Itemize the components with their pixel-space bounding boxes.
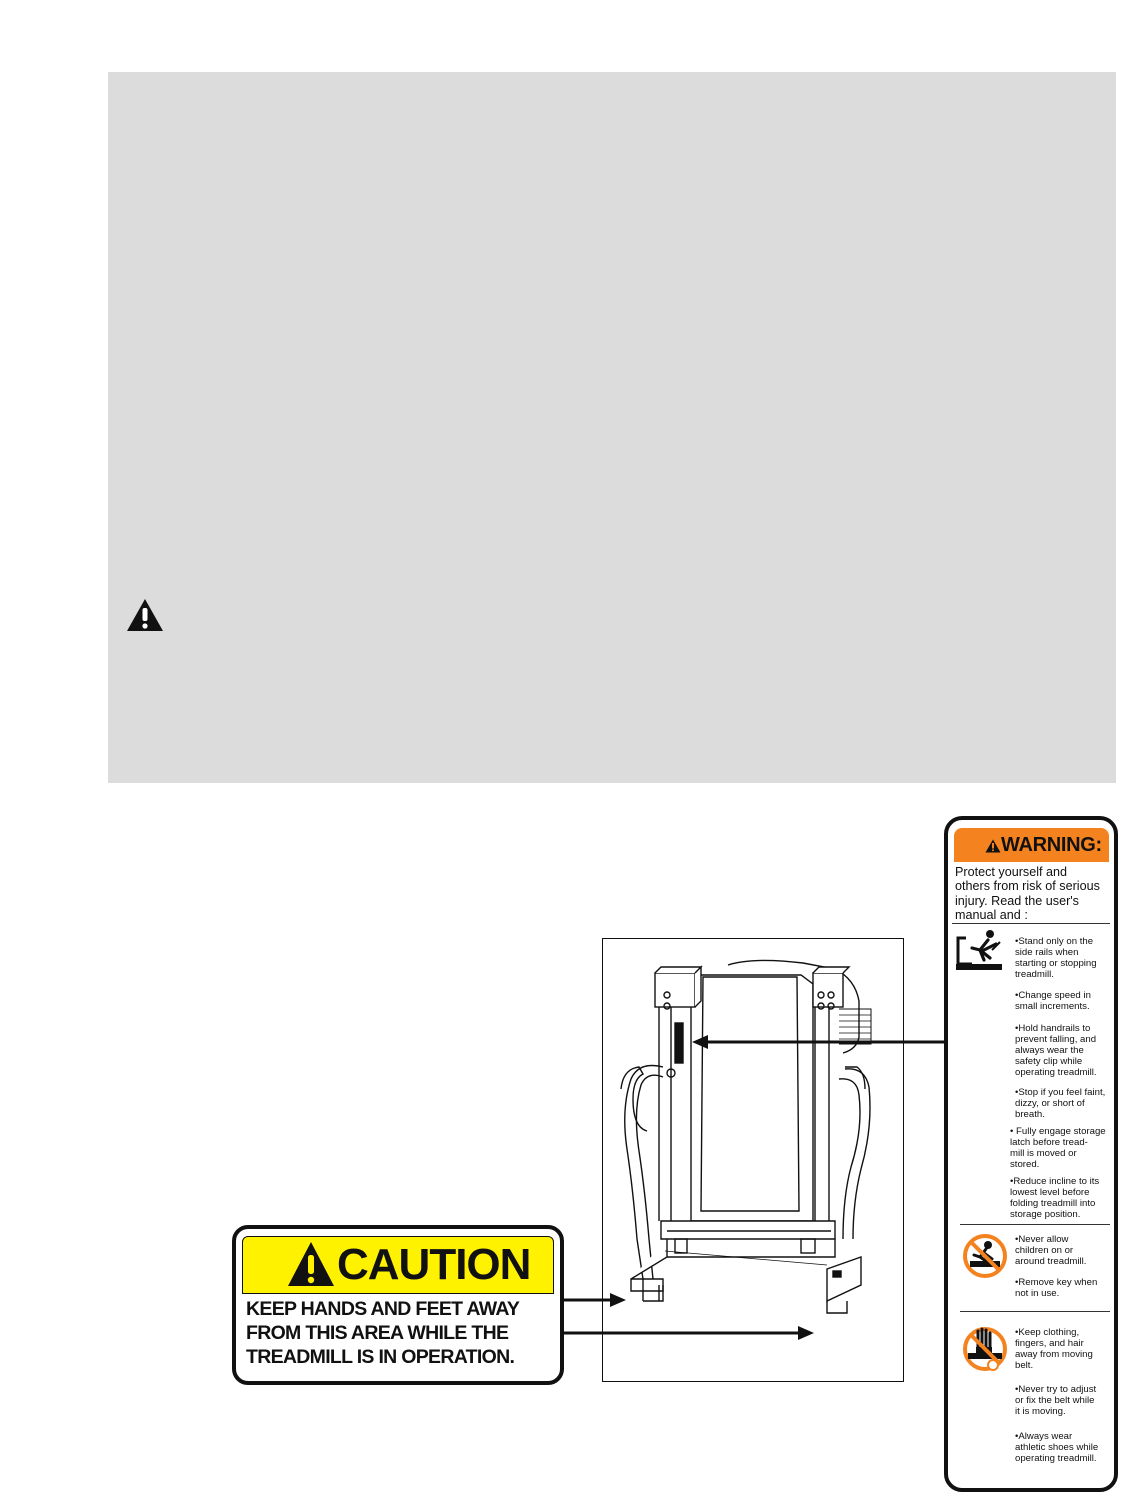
warning-title: WARNING: [1001,834,1102,856]
safety-instructions-panel [108,72,1116,783]
warning-item: •Change speed in small increments. [1015,990,1091,1012]
side-rails-icon [954,928,1004,974]
warning-header [954,828,1109,862]
treadmill-illustration [602,938,904,1382]
warning-triangle-icon [126,598,164,632]
caution-triangle-icon [286,1240,336,1288]
no-hands-on-belt-icon [962,1325,1008,1377]
warning-intro: Protect yourself and others from risk of serious injury. Read the user's manual and : [955,865,1100,923]
no-children-icon [962,1233,1008,1279]
warning-item: •Stand only on the side rails when starting or stopping treadmill. [1015,936,1097,980]
warning-item: •Hold handrails to prevent falling, and always wear the safety clip while operating treadmill. [1015,1023,1097,1078]
warning-item: •Never allow children on or around treadmill. [1015,1234,1087,1267]
caution-message: KEEP HANDS AND FEET AWAY FROM THIS AREA WHILE THE TREADMILL IS IN OPERATION. [246,1298,520,1368]
caution-decal [232,1225,564,1385]
treadmill-drawing [603,939,903,1381]
caution-title: CAUTION [337,1240,531,1289]
warning-decal [944,816,1118,1492]
warning-item: •Reduce incline to its lowest level before folding treadmill into storage position. [1010,1176,1100,1220]
warning-item: •Always wear athletic shoes while operating treadmill. [1015,1431,1099,1464]
warning-item: •Remove key when not in use. [1015,1277,1098,1299]
divider [960,1311,1110,1312]
warning-item: •Keep clothing, fingers, and hair away from moving belt. [1015,1327,1093,1371]
caution-header [242,1236,554,1294]
divider [952,923,1110,924]
warning-triangle-small-icon [985,839,1001,853]
warning-item: • Fully engage storage latch before tread- mill is moved or stored. [1010,1126,1106,1170]
divider [960,1224,1110,1225]
warning-item: •Stop if you feel faint, dizzy, or short of breath. [1015,1087,1106,1120]
warning-item: •Never try to adjust or fix the belt while it is moving. [1015,1384,1097,1417]
